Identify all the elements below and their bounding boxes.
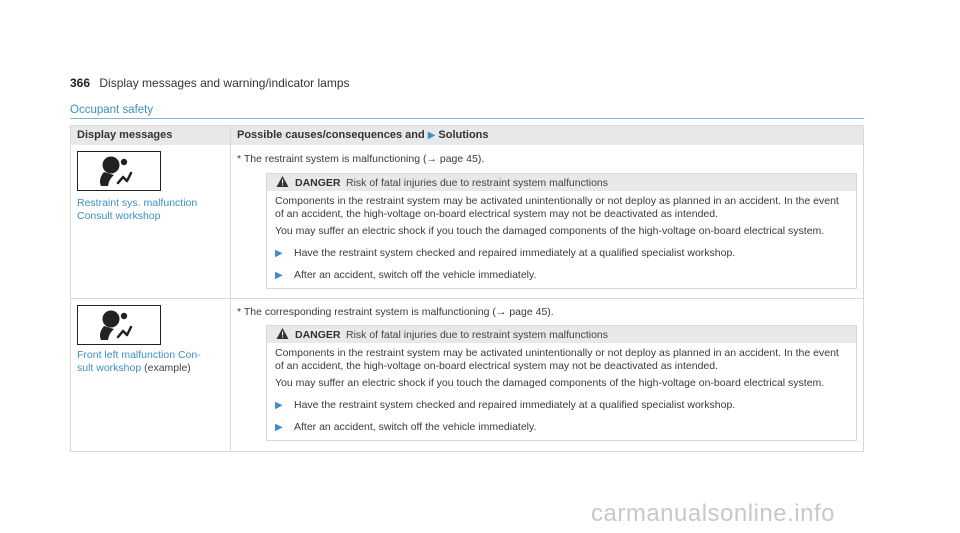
danger-paragraph: You may suffer an electric shock if you touch the damaged components of the high-voltage on-board electrical system. (275, 377, 825, 389)
cause-text: * The corresponding restraint system is malfunctioning (→ page 45). (237, 306, 554, 318)
page-header-title: Display messages and warning/indicator lamps (99, 76, 350, 90)
danger-label: DANGER (295, 177, 341, 189)
danger-title: Risk of fatal injuries due to restraint system malfunctions (346, 177, 609, 189)
page-number: 366 (70, 76, 91, 90)
column-header-display-messages: Display messages (77, 129, 173, 141)
danger-title: Risk of fatal injuries due to restraint system malfunctions (346, 329, 609, 341)
warning-triangle-icon (276, 175, 289, 191)
display-message-text: Front left malfunction Con- sult workshop (example) (77, 349, 201, 374)
solution-step: ▶ Have the restraint system checked and repaired immediately at a qualified specialist workshop. (275, 399, 736, 411)
display-messages-table (70, 125, 864, 452)
danger-box (266, 173, 857, 289)
display-message-text: Restraint sys. malfunction Consult workshop (77, 197, 198, 222)
danger-box (266, 325, 857, 441)
danger-paragraph: Components in the restraint system may be activated unintentionally or not deploy as planned in an accident. In the event of an accident, the high-voltage on-board electrical system may not be deactivated as intended. (275, 347, 839, 372)
airbag-occupant-icon (77, 151, 161, 191)
cause-text: * The restraint system is malfunctioning (→ page 45). (237, 153, 485, 165)
solution-step: ▶ After an accident, switch off the vehicle immediately. (275, 269, 537, 281)
warning-triangle-icon (276, 327, 289, 343)
step-triangle-icon: ▶ (275, 270, 283, 281)
row-divider (71, 298, 863, 299)
solution-step: ▶ Have the restraint system checked and repaired immediately at a qualified specialist workshop. (275, 247, 736, 259)
step-triangle-icon: ▶ (275, 422, 283, 433)
section-title: Occupant safety (70, 104, 154, 116)
danger-paragraph: Components in the restraint system may be activated unintentionally or not deploy as planned in an accident. In the event of an accident, the high-voltage on-board electrical system may not be deactivated as intended. (275, 195, 839, 220)
airbag-occupant-icon (77, 305, 161, 345)
danger-paragraph: You may suffer an electric shock if you touch the damaged components of the high-voltage on-board electrical system. (275, 225, 825, 237)
solution-step: ▶ After an accident, switch off the vehicle immediately. (275, 421, 537, 433)
table-header (71, 126, 863, 145)
column-header-causes: Possible causes/consequences and ▶ Solutions (237, 129, 489, 141)
watermark: carmanualsonline.info (591, 500, 835, 527)
step-triangle-icon: ▶ (275, 400, 283, 411)
section-title-rule (70, 118, 864, 119)
step-triangle-icon: ▶ (275, 248, 283, 259)
page-header (70, 76, 350, 90)
danger-label: DANGER (295, 329, 341, 341)
solutions-arrow-icon: ▶ (427, 130, 436, 141)
column-divider (230, 126, 231, 451)
